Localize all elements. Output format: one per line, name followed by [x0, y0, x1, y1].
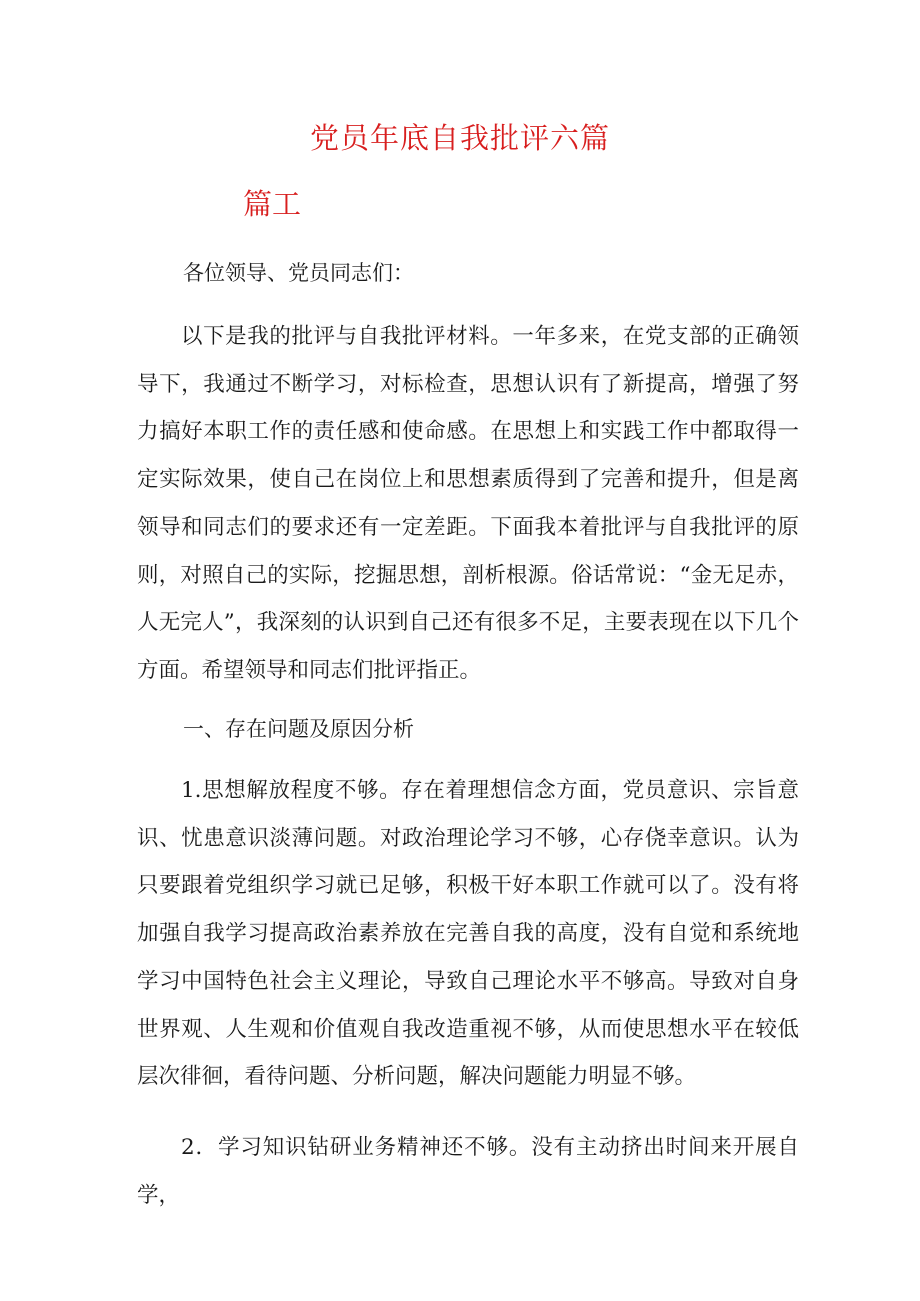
document-title: 党员年底自我批评六篇	[309, 121, 610, 155]
problem-paragraph-1: 1.思想解放程度不够。存在着理想信念方面，党员意识、宗旨意识、忧患意识淡薄问题。对政治理论学习不够，心存侥幸意识。认为只要跟着党组织学习就已足够，积极干好本职工作就可以了。没有将加强自我学习提高政治素养放在完善自我的高度，没有自觉和系统地学习中国特色社会主义理论，导致自己理论水平不够高。导致对自身世界观、人生观和价值观自我改造重视不够，从而使思想水平在较低层次徘徊，看待问题、分析问题，解决问题能力明显不够。	[137, 778, 799, 1090]
intro-paragraph: 以下是我的批评与自我批评材料。一年多来，在党支部的正确领导下，我通过不断学习，对标检查，思想认识有了新提高，增强了努力搞好本职工作的责任感和使命感。在思想上和实践工作中都取得一定实际效果，使自己在岗位上和思想素质得到了完善和提升，但是离领导和同志们的要求还有一定差距。下面我本着批评与自我批评的原则，对照自己的实际，挖掘思想，剖析根源。俗话常说：“金无足赤，人无完人”，我深刻的认识到自己还有很多不足，主要表现在以下几个方面。希望领导和同志们批评指正。	[137, 324, 799, 683]
greeting-line: 各位领导、党员同志们：	[183, 261, 414, 285]
section-heading: 一、存在问题及原因分析	[183, 717, 414, 741]
document-subtitle: 篇工	[243, 187, 302, 221]
problem-paragraph-2: 2．学习知识钻研业务精神还不够。没有主动挤出时间来开展自学，	[137, 1135, 799, 1208]
